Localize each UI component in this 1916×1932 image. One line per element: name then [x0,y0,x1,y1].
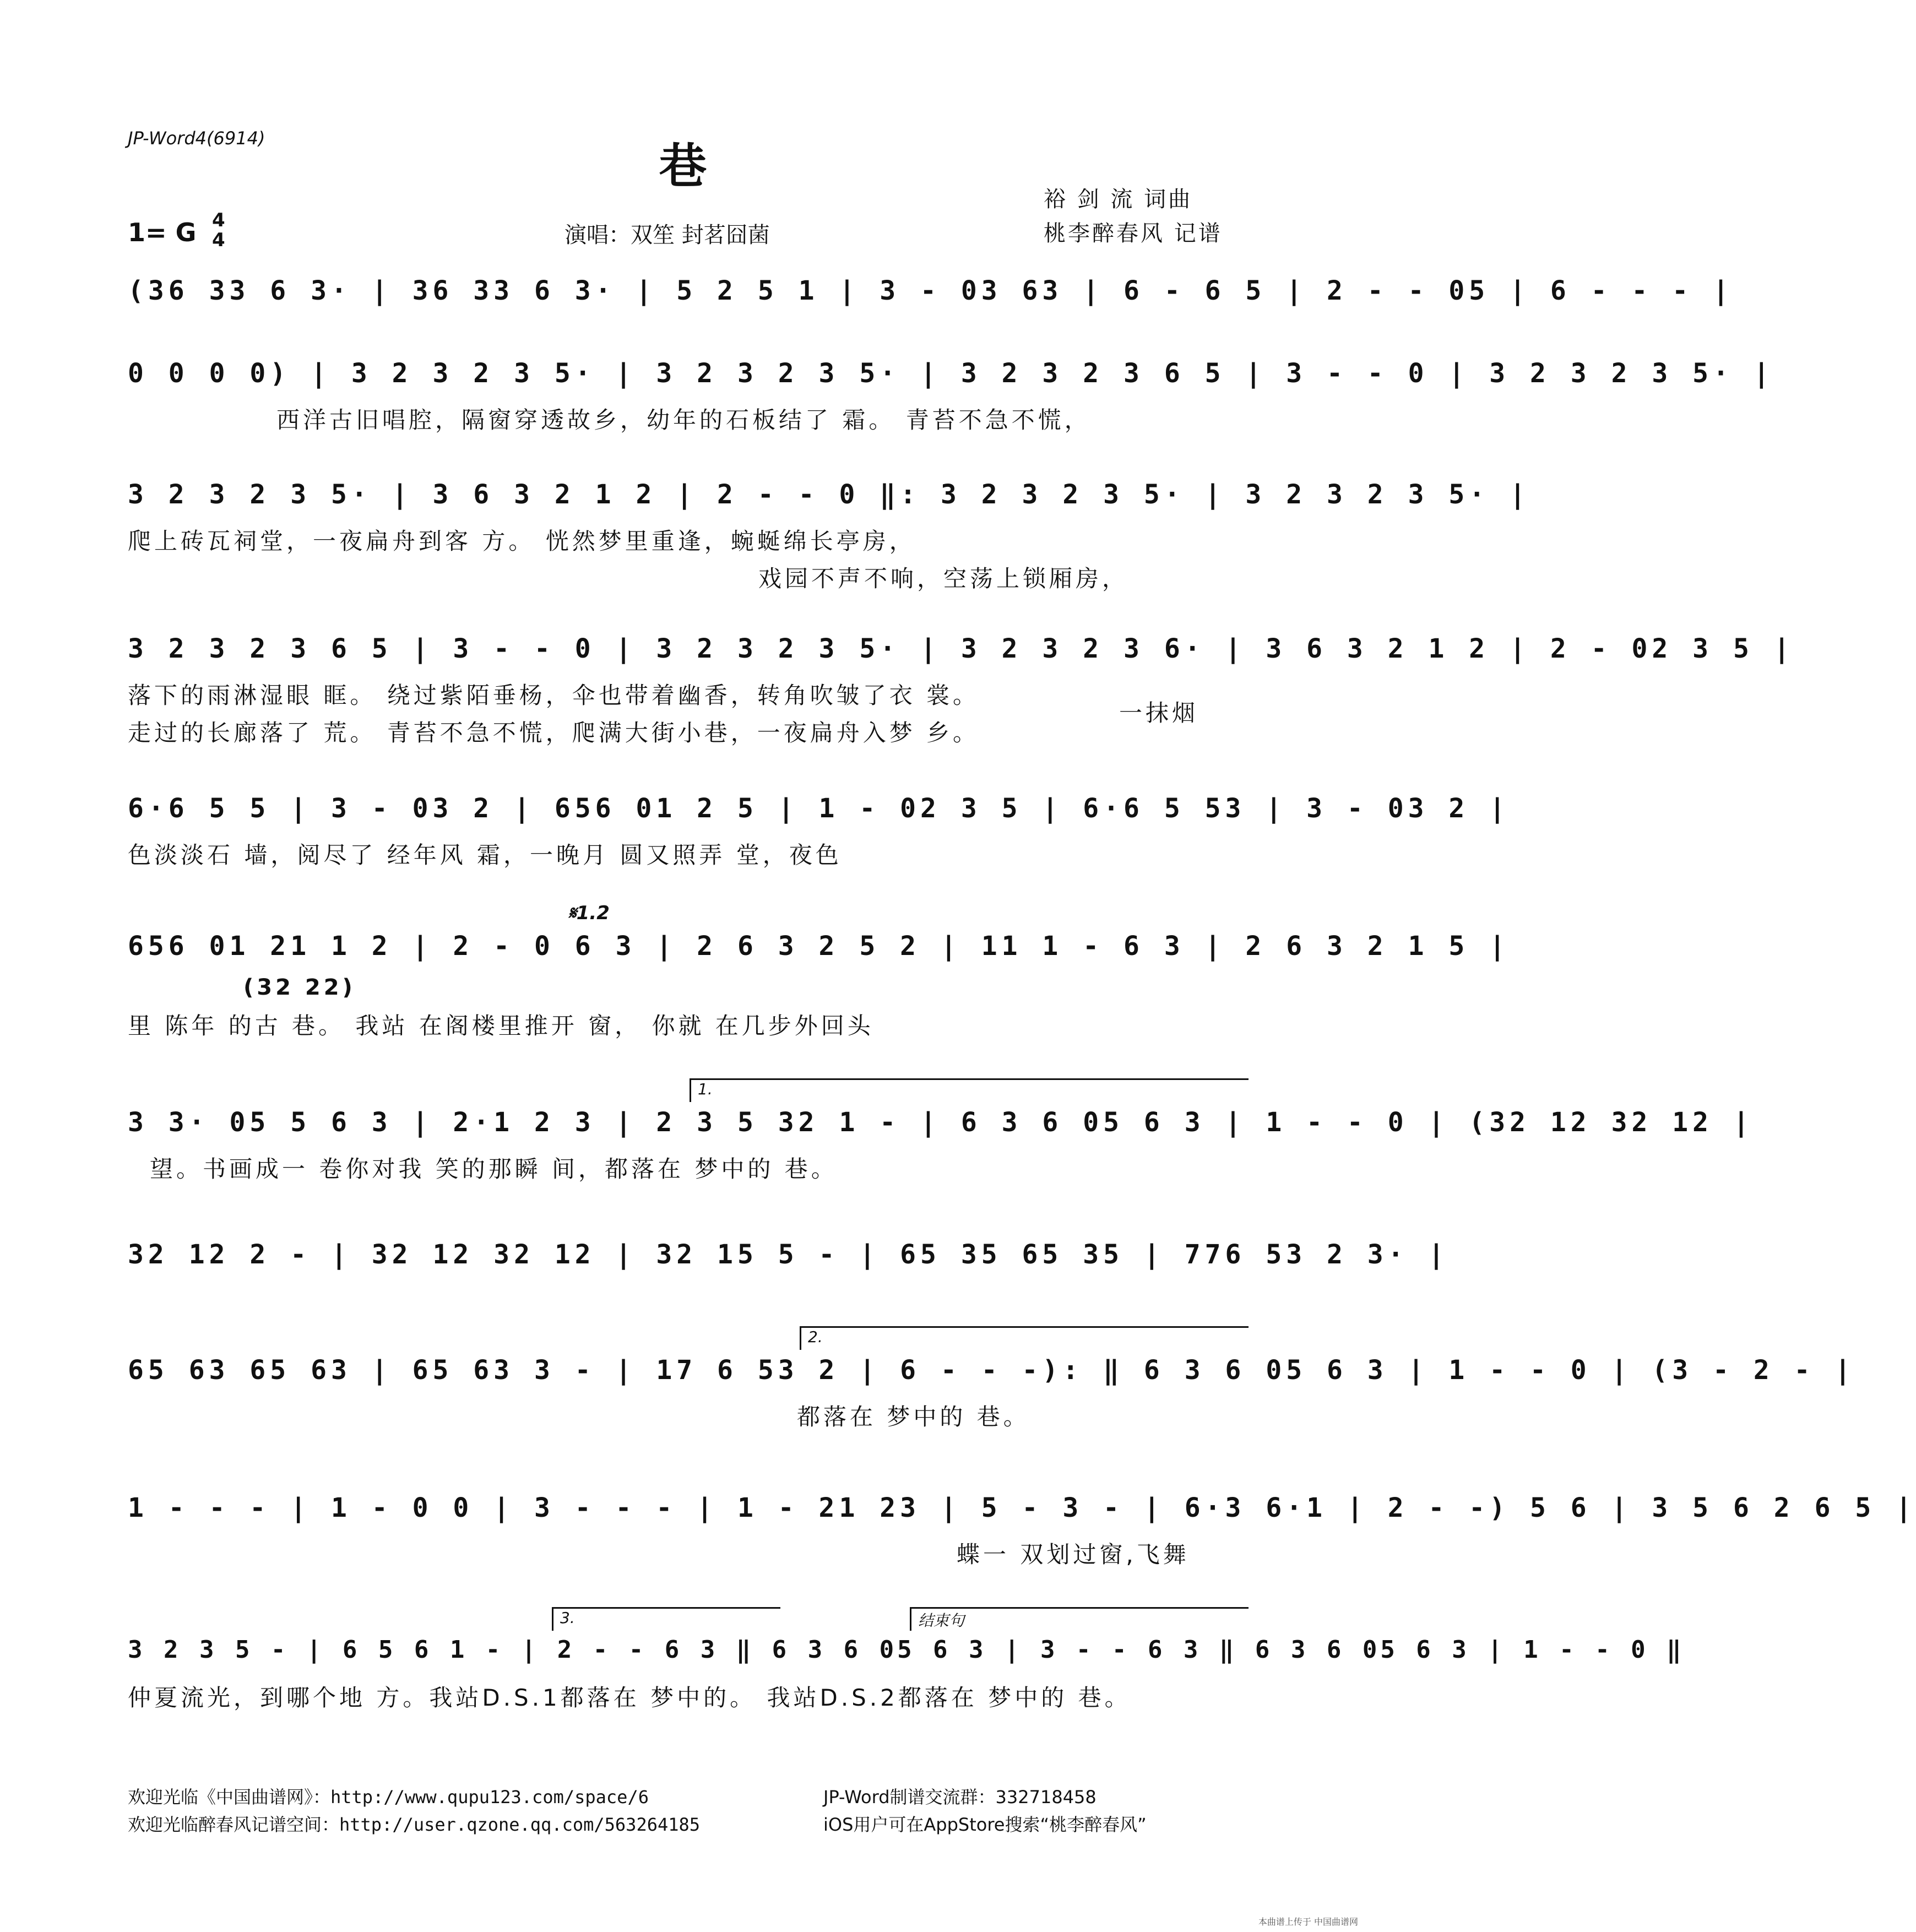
volta-1: 1. [690,1078,1249,1102]
notes: (36 33 6 3· | 36 33 6 3· | 5 2 5 1 | 3 - 03 63 | 6 - 6 5 | 2 - - 05 | 6 - - - | [128,275,1733,306]
ending-label: 结束句 [910,1607,1249,1631]
footer-space-link: 欢迎光临醉春风记谱空间：http://user.qzone.qq.com/563264185 [128,1814,701,1835]
score-line-6 [128,902,1510,1039]
transcriber-credit: 桃李醉春风 记谱 [1044,221,1223,246]
corner-watermark: 本曲谱上传于 中国曲谱网 [1258,1917,1358,1927]
lyric-verse2: 戏园不声不响，空荡上锁厢房， [758,565,1129,592]
lyric: 里 陈年 的古 巷。 我站 在阁楼里推开 窗， 你就 在几步外回头 [128,1012,874,1039]
notes: 6·6 5 5 | 3 - 03 2 | 656 01 2 5 | 1 - 02 3 5 | 6·6 5 53 | 3 - 03 2 | [128,793,1510,824]
footer-ios: iOS用户可在AppStore搜索“桃李醉春风” [823,1814,1147,1835]
score-line-4 [128,633,1794,746]
notes: 65 63 65 63 | 65 63 3 - | 17 6 53 2 | 6 - - -): ‖ 6 3 6 05 6 3 | 1 - - 0 | (3 - 2 - | [128,1355,1855,1386]
notes: 0 0 0 0) | 3 2 3 2 3 5· | 3 2 3 2 3 5· | 3 2 3 2 3 6 5 | 3 - - 0 | 3 2 3 2 3 5· | [128,358,1774,389]
time-signature [212,210,225,250]
score-line-11 [128,1609,1685,1711]
brace-lyric: 一抹烟 [1119,699,1199,726]
notes: 3 2 3 2 3 5· | 3 6 3 2 1 2 | 2 - - 0 ‖: 3 2 3 2 3 5· | 3 2 3 2 3 5· | [128,479,1530,510]
singer-credit: 演唱：双笙 封茗囧菌 [565,222,770,248]
score-line-7 [128,1080,1754,1182]
meter-bottom: 4 [212,229,225,251]
key-signature: 1= G [128,218,197,247]
footer-site-link: 欢迎光临《中国曲谱网》：http://www.qupu123.com/space/6 [128,1787,649,1808]
score-line-2 [128,358,1774,433]
segno-mark: 𝄋1.2 [568,902,610,924]
score-line-9 [128,1328,1855,1430]
lyric: 仲夏流光，到哪个地 方。我站D.S.1都落在 梦中的。 我站D.S.2都落在 梦中的 巷。 [128,1684,1131,1711]
score-line-8 [128,1239,1449,1282]
lyric: 爬上砖瓦祠堂，一夜扁舟到客 方。 恍然梦里重逢，蜿蜒绵长亭房， [128,528,916,555]
notes: 32 12 2 - | 32 12 32 12 | 32 15 5 - | 65 35 65 35 | 776 53 2 3· | [128,1239,1449,1270]
composer-credit: 裕 剑 流 词曲 [1044,187,1193,212]
song-title: 巷 [659,138,707,194]
software-label: JP-Word4(6914) [128,128,265,149]
score-line-10 [128,1493,1916,1568]
notes: 1 - - - | 1 - 0 0 | 3 - - - | 1 - 21 23 | 5 - 3 - | 6·3 6·1 | 2 - -) 5 6 | 3 5 6 2 6 5 | [128,1493,1916,1523]
score-line-1 [128,275,1733,318]
lyric: 西洋古旧唱腔，隔窗穿透故乡，幼年的石板结了 霜。 青苔不急不慌， [276,406,1091,433]
score-line-3 [128,479,1530,592]
volta-2: 2. [800,1326,1249,1350]
lyric: 都落在 梦中的 巷。 [797,1403,1030,1430]
lyric: 蝶一 双划过窗,飞舞 [957,1541,1190,1568]
lyric-verse2: 走过的长廊落了 荒。 青苔不急不慌，爬满大街小巷，一夜扁舟入梦 乡。 [128,719,980,746]
lyric: 望。书画成一 卷你对我 笑的那瞬 间，都落在 梦中的 巷。 [150,1155,838,1182]
notes: 3 2 3 5 - | 6 5 6 1 - | 2 - - 6 3 ‖ 6 3 6 05 6 3 | 3 - - 6 3 ‖ 6 3 6 05 6 3 | 1 - - 0 ‖ [128,1636,1685,1664]
lyric: 色淡淡石 墙，阅尽了 经年风 霜，一晚月 圆又照弄 堂，夜色 [128,842,842,869]
alt-notes: (32 22) [243,975,356,1000]
footer-group: JP-Word制谱交流群：332718458 [823,1787,1097,1808]
meter-top: 4 [212,209,225,231]
notes: 3 2 3 2 3 6 5 | 3 - - 0 | 3 2 3 2 3 5· | 3 2 3 2 3 6· | 3 6 3 2 1 2 | 2 - 02 3 5 | [128,633,1794,664]
notes: 3 3· 05 5 6 3 | 2·1 2 3 | 2 3 5 32 1 - | 6 3 6 05 6 3 | 1 - - 0 | (32 12 32 12 | [128,1107,1754,1138]
lyric: 落下的雨淋湿眼 眶。 绕过紫陌垂杨，伞也带着幽香，转角吹皱了衣 裳。 [128,682,980,709]
score-line-5 [128,793,1510,869]
volta-3: 3. [552,1607,780,1631]
notes: 656 01 21 1 2 | 2 - 0 6 3 | 2 6 3 2 5 2 | 11 1 - 6 3 | 2 6 3 2 1 5 | [128,931,1510,962]
